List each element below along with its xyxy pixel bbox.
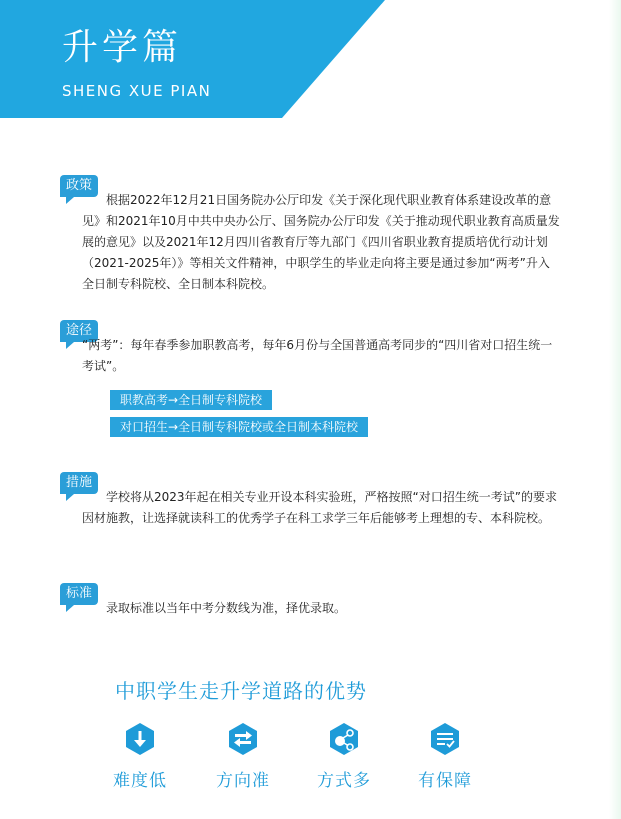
tag-measures: 措施 xyxy=(60,472,98,494)
measures-text: 学校将从2023年起在相关专业开设本科实验班，严格按照“对口招生统一考试”的要求因材施教，让选择就读科工的优秀学子在科工求学三年后能够考上理想的专、本科院校。 xyxy=(82,490,557,525)
route-text: “两考”：每年春季参加职教高考，每年6月份与全国普通高考同步的“四川省对口招生统一考试”。 xyxy=(82,338,553,373)
advantage-guaranteed xyxy=(395,722,495,791)
header-banner xyxy=(0,0,385,118)
standard-text: 录取标准以当年中考分数线为准，择优录取。 xyxy=(106,601,347,615)
advantage-accurate-direction xyxy=(193,722,293,791)
page-edge-decoration xyxy=(609,0,621,819)
tag-standard: 标准 xyxy=(60,583,98,605)
advantage-label: 方向准 xyxy=(216,771,270,791)
policy-text: 根据2022年12月21日国务院办公厅印发《关于深化现代职业教育体系建设改革的意见》和2021年10月中共中央办公厅、国务院办公厅印发《关于推动现代职业教育高质量发展的意见》以及2021年12月四川省教育厅等九部门《四川省职业教育提质培优行动计划（2021-2025年）》等相关文件精神，中职学生的毕业走向将主要是通过参加“两考”升入全日制专科院校、全日制本科院校。 xyxy=(82,193,560,291)
share-nodes-icon xyxy=(327,722,361,756)
advantage-label: 难度低 xyxy=(113,771,167,791)
advantage-label: 有保障 xyxy=(418,771,472,791)
down-arrow-icon xyxy=(123,722,157,756)
tag-policy: 政策 xyxy=(60,175,98,197)
page-title: 升学篇 xyxy=(62,27,183,68)
route-button-counterpart: 对口招生→全日制专科院校或全日制本科院校 xyxy=(110,417,368,437)
tag-route: 途径 xyxy=(60,320,98,342)
advantage-multiple-ways xyxy=(294,722,394,791)
advantage-low-difficulty xyxy=(90,722,190,791)
route-button-vocational: 职教高考→全日制专科院校 xyxy=(110,390,272,410)
direction-arrows-icon xyxy=(226,722,260,756)
page-subtitle: SHENG XUE PIAN xyxy=(62,82,212,100)
advantage-label: 方式多 xyxy=(317,771,371,791)
checklist-icon xyxy=(428,722,462,756)
advantages-title: 中职学生走升学道路的优势 xyxy=(115,679,367,703)
